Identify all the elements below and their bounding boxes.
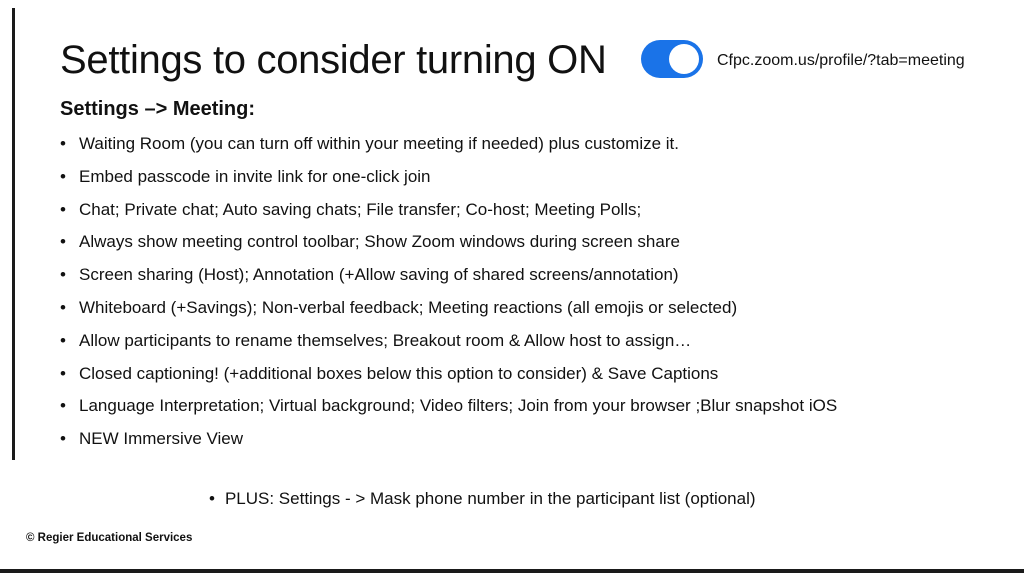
list-item-text: Chat; Private chat; Auto saving chats; File transfer; Co-host; Meeting Polls; [79,199,642,219]
bullet-icon: • [209,489,215,508]
list-item-text: Always show meeting control toolbar; Show Zoom windows during screen share [79,232,680,252]
left-border-line [12,8,15,460]
bullet-icon: • [60,166,66,186]
list-item [60,261,837,294]
bottom-border-line [0,569,1024,573]
bullet-icon: • [60,396,66,416]
bullet-icon: • [60,265,66,285]
list-item-text: Embed passcode in invite link for one-click join [79,166,431,186]
list-item-text: Waiting Room (you can turn off within your meeting if needed) plus customize it. [79,134,680,153]
list-item [60,294,837,327]
settings-list [60,130,837,458]
list-item [60,425,837,458]
bullet-icon: • [60,363,66,383]
bullet-icon: • [60,134,66,153]
bullet-icon: • [60,330,66,350]
list-item-text: NEW Immersive View [79,429,244,449]
bullet-icon: • [60,429,66,449]
toggle-switch-on [641,40,703,78]
slide-title: Settings to consider turning ON [60,38,607,82]
list-item-text: Whiteboard (+Savings); Non-verbal feedback; Meeting reactions (all emojis or selected) [79,297,738,317]
list-item [60,163,837,196]
list-item [60,228,837,261]
list-item [60,130,837,163]
toggle-knob [669,44,699,74]
settings-subheading: Settings –> Meeting: [60,98,256,120]
plus-note [209,486,756,512]
plus-note-text: PLUS: Settings - > Mask phone number in the participant list (optional) [224,489,756,508]
bullet-icon: • [60,297,66,317]
bullet-icon: • [60,232,66,252]
copyright-notice: © Regier Educational Services [26,532,193,544]
list-item [60,360,837,393]
bullet-icon: • [60,199,66,219]
list-item-text: Language Interpretation; Virtual background; Video filters; Join from your browser ;Blur snapshot iOS [79,396,838,416]
list-item [60,327,837,360]
list-item-text: Allow participants to rename themselves; Breakout room & Allow host to assign… [79,330,692,350]
settings-url: Cfpc.zoom.us/profile/?tab=meeting [717,52,965,69]
list-item-text: Screen sharing (Host); Annotation (+Allow saving of shared screens/annotation) [79,265,679,285]
list-item [60,392,837,425]
list-item [60,196,837,229]
list-item-text: Closed captioning! (+additional boxes below this option to consider) & Save Captions [79,363,719,383]
